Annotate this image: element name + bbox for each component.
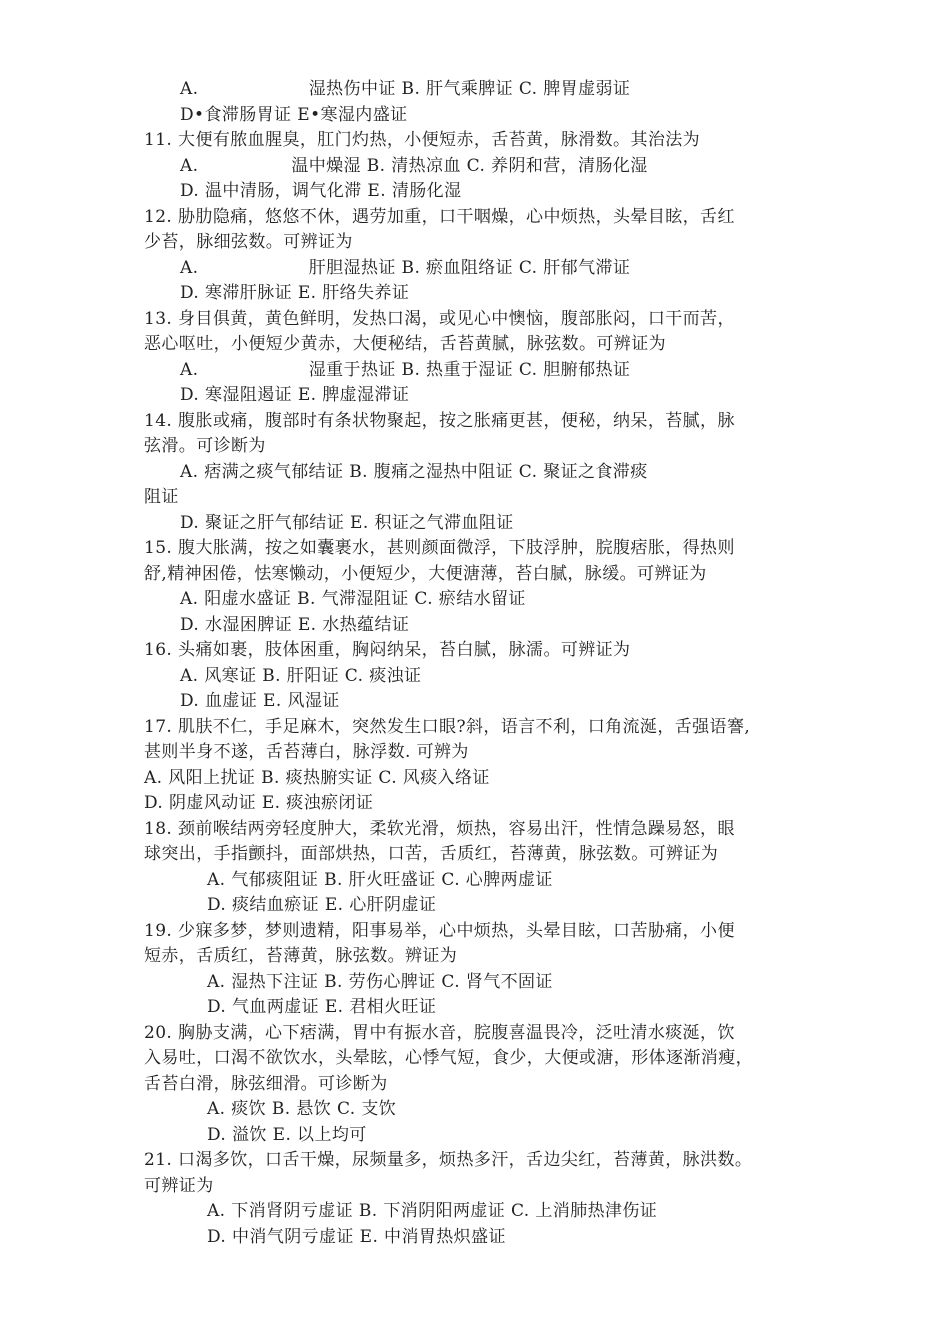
q14-stem: 14. 腹胀或痛，腹部时有条状物聚起，按之胀痛更甚，便秘，纳呆，苔腻，脉 [144, 411, 735, 431]
q17-options-de: D. 阴虚风动证 E. 痰浊瘀闭证 [144, 793, 374, 813]
q14-options-de: D. 聚证之肝气郁结证 E. 积证之气滞血阻证 [180, 513, 514, 533]
q13-options-de: D. 寒湿阻遏证 E. 脾虚湿滞证 [180, 385, 410, 405]
q20-stem-cont: 入易吐，口渴不欲饮水，头晕眩，心悸气短，食少，大便或溏，形体逐渐消瘦， [144, 1048, 753, 1068]
q10-options-de: D•食滞肠胃证 E•寒湿内盛证 [180, 105, 408, 125]
q18-options-de: D. 痰结血瘀证 E. 心肝阴虚证 [207, 895, 437, 915]
q21-options-de: D. 中消气阴亏虚证 E. 中消胃热炽盛证 [207, 1227, 506, 1247]
q15-options-abc: A. 阳虚水盛证 B. 气滞湿阻证 C. 瘀结水留证 [180, 589, 526, 609]
q14-stem-cont: 弦滑。可诊断为 [144, 436, 266, 456]
q16-options-de: D. 血虚证 E. 风湿证 [180, 691, 340, 711]
q20-options-abc: A. 痰饮 B. 悬饮 C. 支饮 [207, 1099, 397, 1119]
q12-stem-cont: 少苔，脉细弦数。可辨证为 [144, 232, 353, 252]
q14-options-abc-cont: 阻证 [144, 487, 179, 507]
q18-stem: 18. 颈前喉结两旁轻度肿大，柔软光滑，烦热，容易出汗，性情急躁易怒，眼 [144, 819, 735, 839]
q17-stem-cont: 甚则半身不遂，舌苔薄白，脉浮数. 可辨为 [144, 742, 469, 762]
q13-stem: 13. 身目俱黄，黄色鲜明，发热口渴，或见心中懊恼，腹部胀闷，口干而苦， [144, 309, 735, 329]
q14-options-abc: A. 痞满之痰气郁结证 B. 腹痛之湿热中阻证 C. 聚证之食滞痰 [180, 462, 648, 482]
q11-options-de: D. 温中清肠，调气化滞 E. 清肠化湿 [180, 181, 462, 201]
q19-options-abc: A. 湿热下注证 B. 劳伤心脾证 C. 肾气不固证 [207, 972, 553, 992]
q11-stem: 11. 大便有脓血腥臭，肛门灼热，小便短赤，舌苔黄，脉滑数。其治法为 [144, 130, 701, 150]
q21-stem: 21. 口渴多饮，口舌干燥，尿频量多，烦热多汗，舌边尖红，苔薄黄，脉洪数。 [144, 1150, 753, 1170]
q13-stem-cont: 恶心呕吐，小便短少黄赤，大便秘结，舌苔黄腻，脉弦数。可辨证为 [144, 334, 666, 354]
q13-options-abc: A. 湿重于热证 B. 热重于湿证 C. 胆腑郁热证 [180, 360, 631, 380]
q20-options-de: D. 溢饮 E. 以上均可 [207, 1125, 367, 1145]
q11-options-abc: A. 温中燥湿 B. 清热凉血 C. 养阴和营，清肠化湿 [180, 156, 648, 176]
q18-stem-cont: 球突出，手指颤抖，面部烘热，口苦，舌质红，苔薄黄，脉弦数。可辨证为 [144, 844, 719, 864]
q12-options-de: D. 寒滞肝脉证 E. 肝络失养证 [180, 283, 410, 303]
q15-stem-cont: 舒,精神困倦，怯寒懒动，小便短少，大便溏薄，苔白腻，脉缓。可辨证为 [144, 564, 707, 584]
q19-stem-cont: 短赤，舌质红，苔薄黄，脉弦数。辨证为 [144, 946, 458, 966]
q19-stem: 19. 少寐多梦，梦则遗精，阳事易举，心中烦热，头晕目眩，口苦胁痛，小便 [144, 921, 735, 941]
q19-options-de: D. 气血两虚证 E. 君相火旺证 [207, 997, 437, 1017]
q21-options-abc: A. 下消肾阴亏虚证 B. 下消阴阳两虚证 C. 上消肺热津伤证 [207, 1201, 658, 1221]
q10-options-abc: A. 湿热伤中证 B. 肝气乘脾证 C. 脾胃虚弱证 [180, 79, 631, 99]
q16-options-abc: A. 风寒证 B. 肝阳证 C. 痰浊证 [180, 666, 422, 686]
q15-options-de: D. 水湿困脾证 E. 水热蕴结证 [180, 615, 410, 635]
q15-stem: 15. 腹大胀满，按之如囊裹水，甚则颜面微浮，下肢浮肿，脘腹痞胀，得热则 [144, 538, 735, 558]
q12-options-abc: A. 肝胆湿热证 B. 瘀血阻络证 C. 肝郁气滞证 [180, 258, 631, 278]
q16-stem: 16. 头痛如裹，肢体困重，胸闷纳呆，苔白腻，脉濡。可辨证为 [144, 640, 631, 660]
q18-options-abc: A. 气郁痰阻证 B. 肝火旺盛证 C. 心脾两虚证 [207, 870, 553, 890]
q20-stem-cont-2: 舌苔白滑，脉弦细滑。可诊断为 [144, 1074, 388, 1094]
q21-stem-cont: 可辨证为 [144, 1176, 214, 1196]
q12-stem: 12. 胁肋隐痛，悠悠不休，遇劳加重，口干咽燥，心中烦热，头晕目眩，舌红 [144, 207, 735, 227]
q17-stem: 17. 肌肤不仁，手足麻木，突然发生口眼?斜，语言不利，口角流涎，舌强语謇, [144, 717, 751, 737]
q17-options-abc: A. 风阳上扰证 B. 痰热腑实证 C. 风痰入络证 [144, 768, 490, 788]
q20-stem: 20. 胸胁支满，心下痞满，胃中有振水音，脘腹喜温畏冷，泛吐清水痰涎，饮 [144, 1023, 735, 1043]
